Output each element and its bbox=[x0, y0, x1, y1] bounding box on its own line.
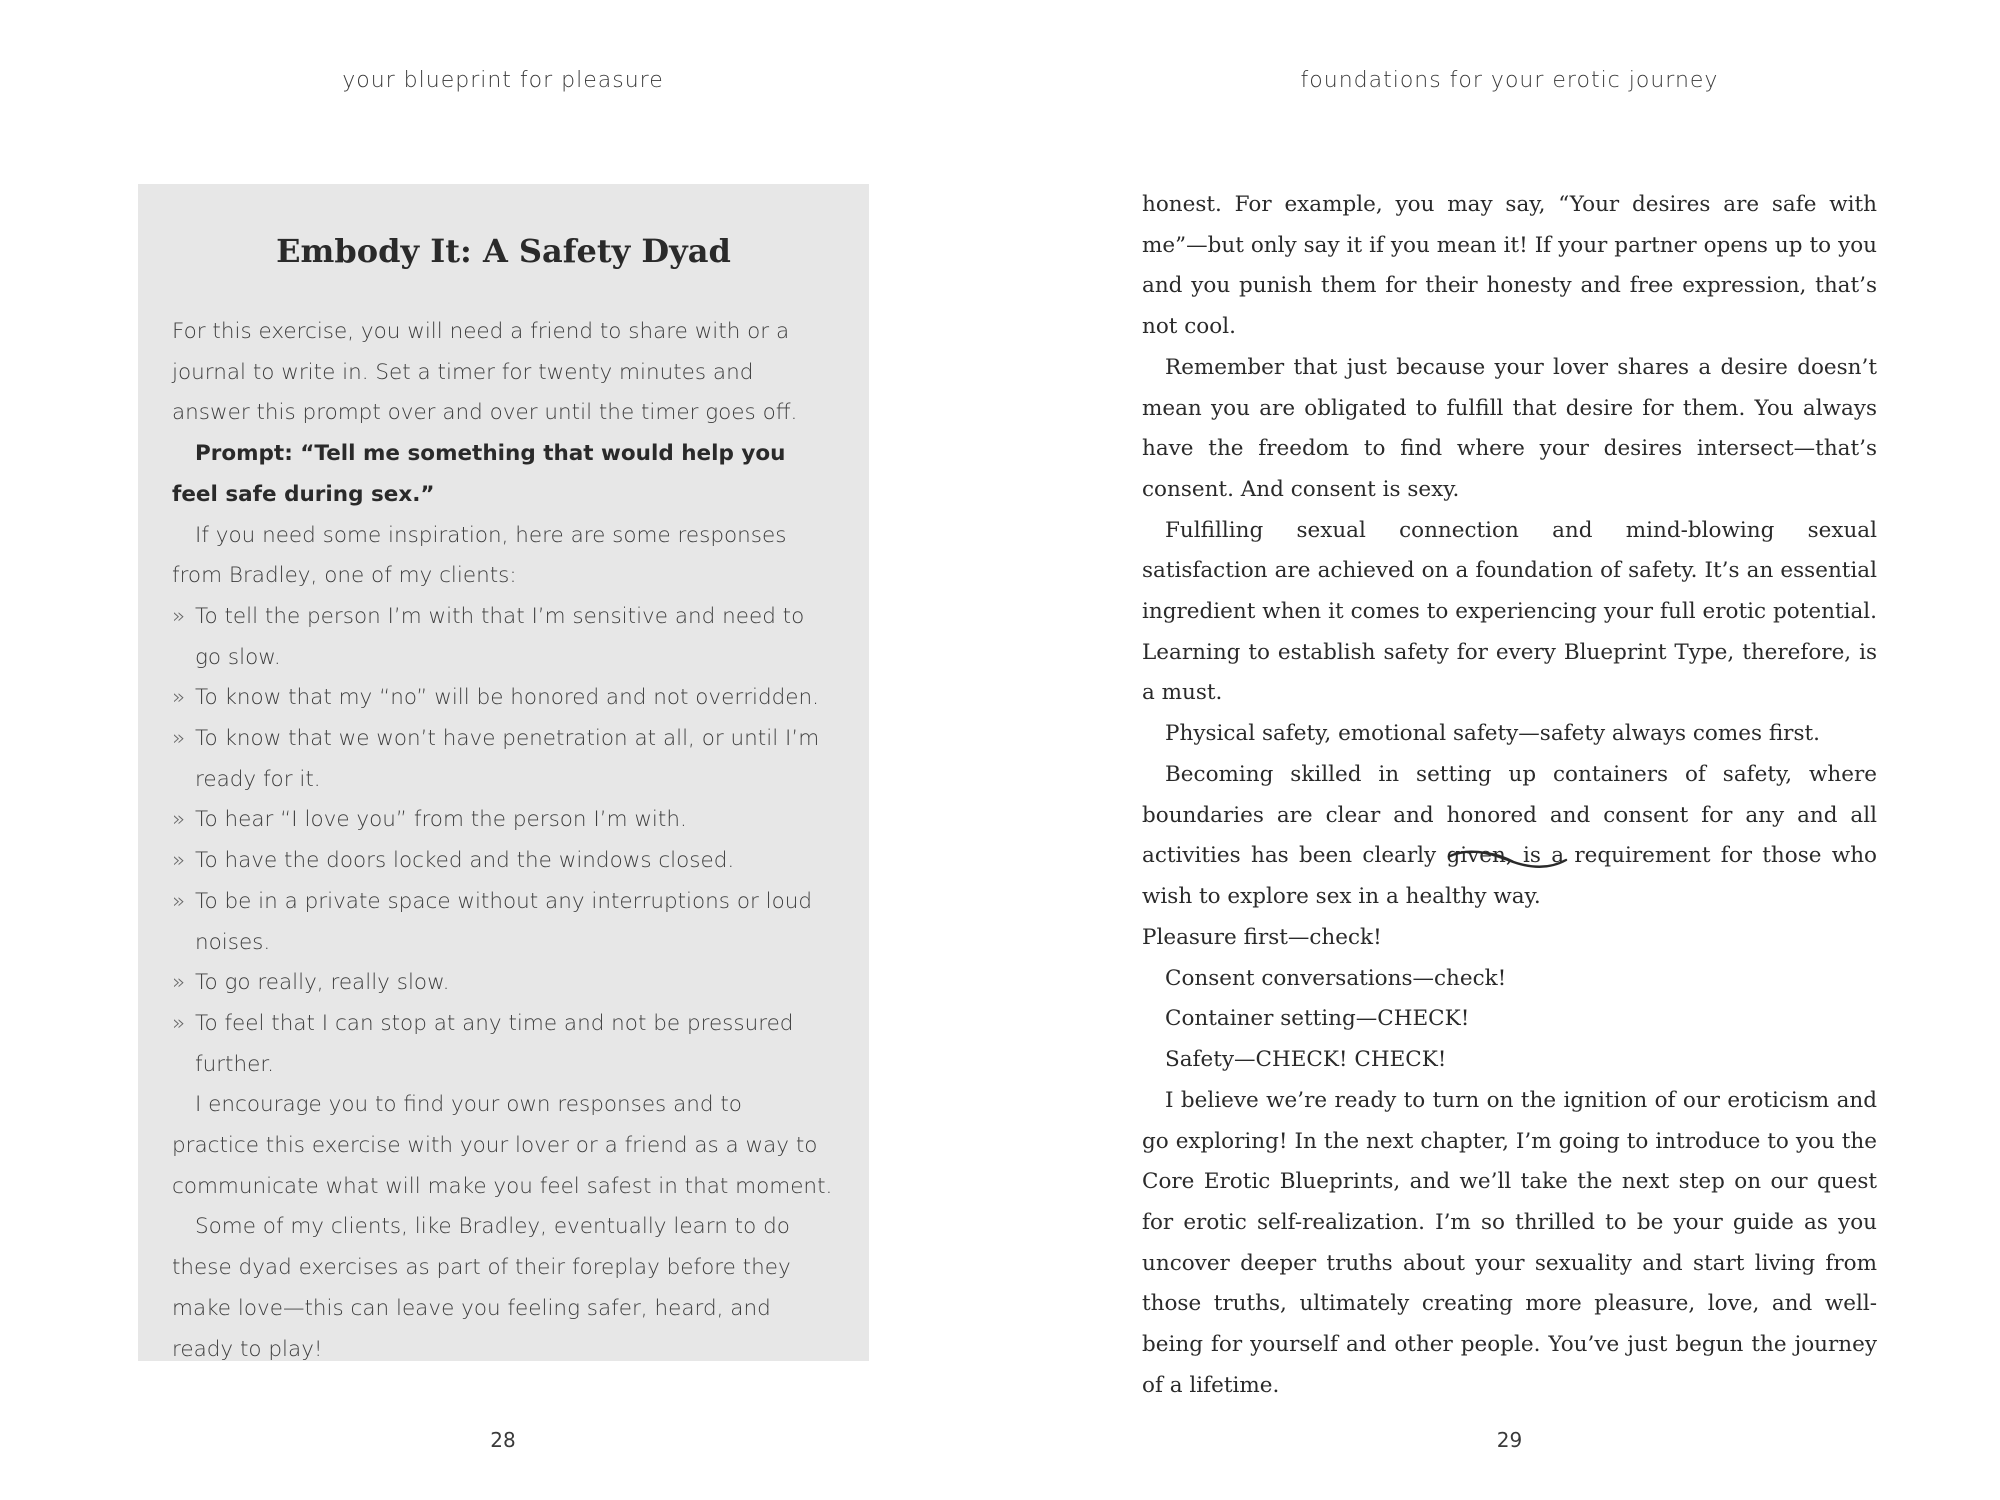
bullet-icon: » bbox=[172, 970, 186, 996]
sidebar-prompt: Prompt: “Tell me something that would help you feel safe during sex.” bbox=[172, 441, 786, 507]
running-head-left: your blueprint for pleasure bbox=[342, 68, 664, 93]
sidebar-closing-1: I encourage you to find your own responses and to practice this exercise with your lover or a friend as a way to communicate what will make you feel safest in that moment. bbox=[172, 1092, 833, 1199]
body-text-top bbox=[1142, 185, 1877, 918]
page-number-right: 29 bbox=[1496, 1428, 1523, 1452]
paragraph: I believe we’re ready to turn on the ignition of our eroticism and go exploring! In the next chapter, I’m going to introduce to you the Core Erotic Blueprints, and we’ll take the next step on our quest for erotic self-realization. I’m so thrilled to be your guide as you uncover deeper truths about your sexuality and start living from those truths, ultimately creating more pleasure, love, and well-being for yourself and other people. You’ve just begun the journey of a lifetime. bbox=[1142, 1087, 1877, 1398]
list-item: » To know that we won’t have penetration at all, or until I’m ready for it. bbox=[172, 719, 835, 800]
list-item: » To feel that I can stop at any time and not be pressured further. bbox=[172, 1004, 835, 1085]
paragraph: Consent conversations—check! bbox=[1165, 965, 1507, 991]
paragraph: Pleasure first—check! bbox=[1142, 925, 1382, 950]
list-item: » To tell the person I’m with that I’m sensitive and need to go slow. bbox=[172, 597, 835, 678]
bullet-icon: » bbox=[172, 807, 186, 833]
sidebar-closing-2: Some of my clients, like Bradley, eventually learn to do these dyad exercises as part of their foreplay before they make love—this can leave you feeling safer, heard, and ready to play! bbox=[172, 1214, 791, 1362]
paragraph: Physical safety, emotional safety—safety always comes first. bbox=[1165, 721, 1820, 747]
sidebar-box bbox=[138, 184, 869, 1361]
paragraph: Becoming skilled in setting up containers of safety, where boundaries are clear and honored and consent for any and all activities has been clearly given, is a requirement for those who wish to explore sex in a healthy way. bbox=[1142, 761, 1877, 909]
bullet-icon: » bbox=[172, 1010, 186, 1036]
paragraph: Safety—CHECK! CHECK! bbox=[1165, 1047, 1447, 1073]
response-list bbox=[172, 597, 835, 1085]
bullet-icon: » bbox=[172, 848, 186, 874]
list-item: » To know that my “no” will be honored and not overridden. bbox=[172, 678, 835, 719]
sidebar-body bbox=[172, 312, 835, 1370]
list-item: » To be in a private space without any interruptions or loud noises. bbox=[172, 882, 835, 963]
paragraph: honest. For example, you may say, “Your desires are safe with me”—but only say it if you mean it! If your partner opens up to you and you punish them for their honesty and free expression, that’s not cool. bbox=[1142, 192, 1877, 340]
bullet-icon: » bbox=[172, 726, 186, 752]
list-item: » To have the doors locked and the windows closed. bbox=[172, 841, 835, 882]
bullet-icon: » bbox=[172, 888, 186, 914]
sidebar-title: Embody It: A Safety Dyad bbox=[276, 232, 731, 270]
body-text-bottom bbox=[1142, 918, 1877, 1406]
paragraph: Remember that just because your lover shares a desire doesn’t mean you are obligated to fulfill that desire for them. You always have the freedom to find where your desires intersect—that’s consent. And consent is sexy. bbox=[1142, 354, 1877, 502]
bullet-icon: » bbox=[172, 603, 186, 629]
bullet-icon: » bbox=[172, 685, 186, 711]
paragraph: Container setting—CHECK! bbox=[1165, 1006, 1470, 1032]
page-number-left: 28 bbox=[490, 1428, 516, 1452]
paragraph: Fulfilling sexual connection and mind-blowing sexual satisfaction are achieved on a foundation of safety. It’s an essential ingredient when it comes to experiencing your full erotic potential. Learning to establish safety for every Blueprint Type, therefore, is a must. bbox=[1142, 517, 1877, 706]
list-item: » To hear “I love you” from the person I’m with. bbox=[172, 800, 835, 841]
running-head-right: foundations for your erotic journey bbox=[1300, 68, 1719, 93]
list-item: » To go really, really slow. bbox=[172, 963, 835, 1004]
sidebar-lead-in: If you need some inspiration, here are some responses from Bradley, one of my clients: bbox=[172, 522, 787, 589]
sidebar-intro: For this exercise, you will need a friend to share with or a journal to write in. Set a timer for twenty minutes and answer this prompt over and over until the timer goes off. bbox=[172, 319, 798, 426]
swash-divider-icon bbox=[1448, 846, 1568, 876]
